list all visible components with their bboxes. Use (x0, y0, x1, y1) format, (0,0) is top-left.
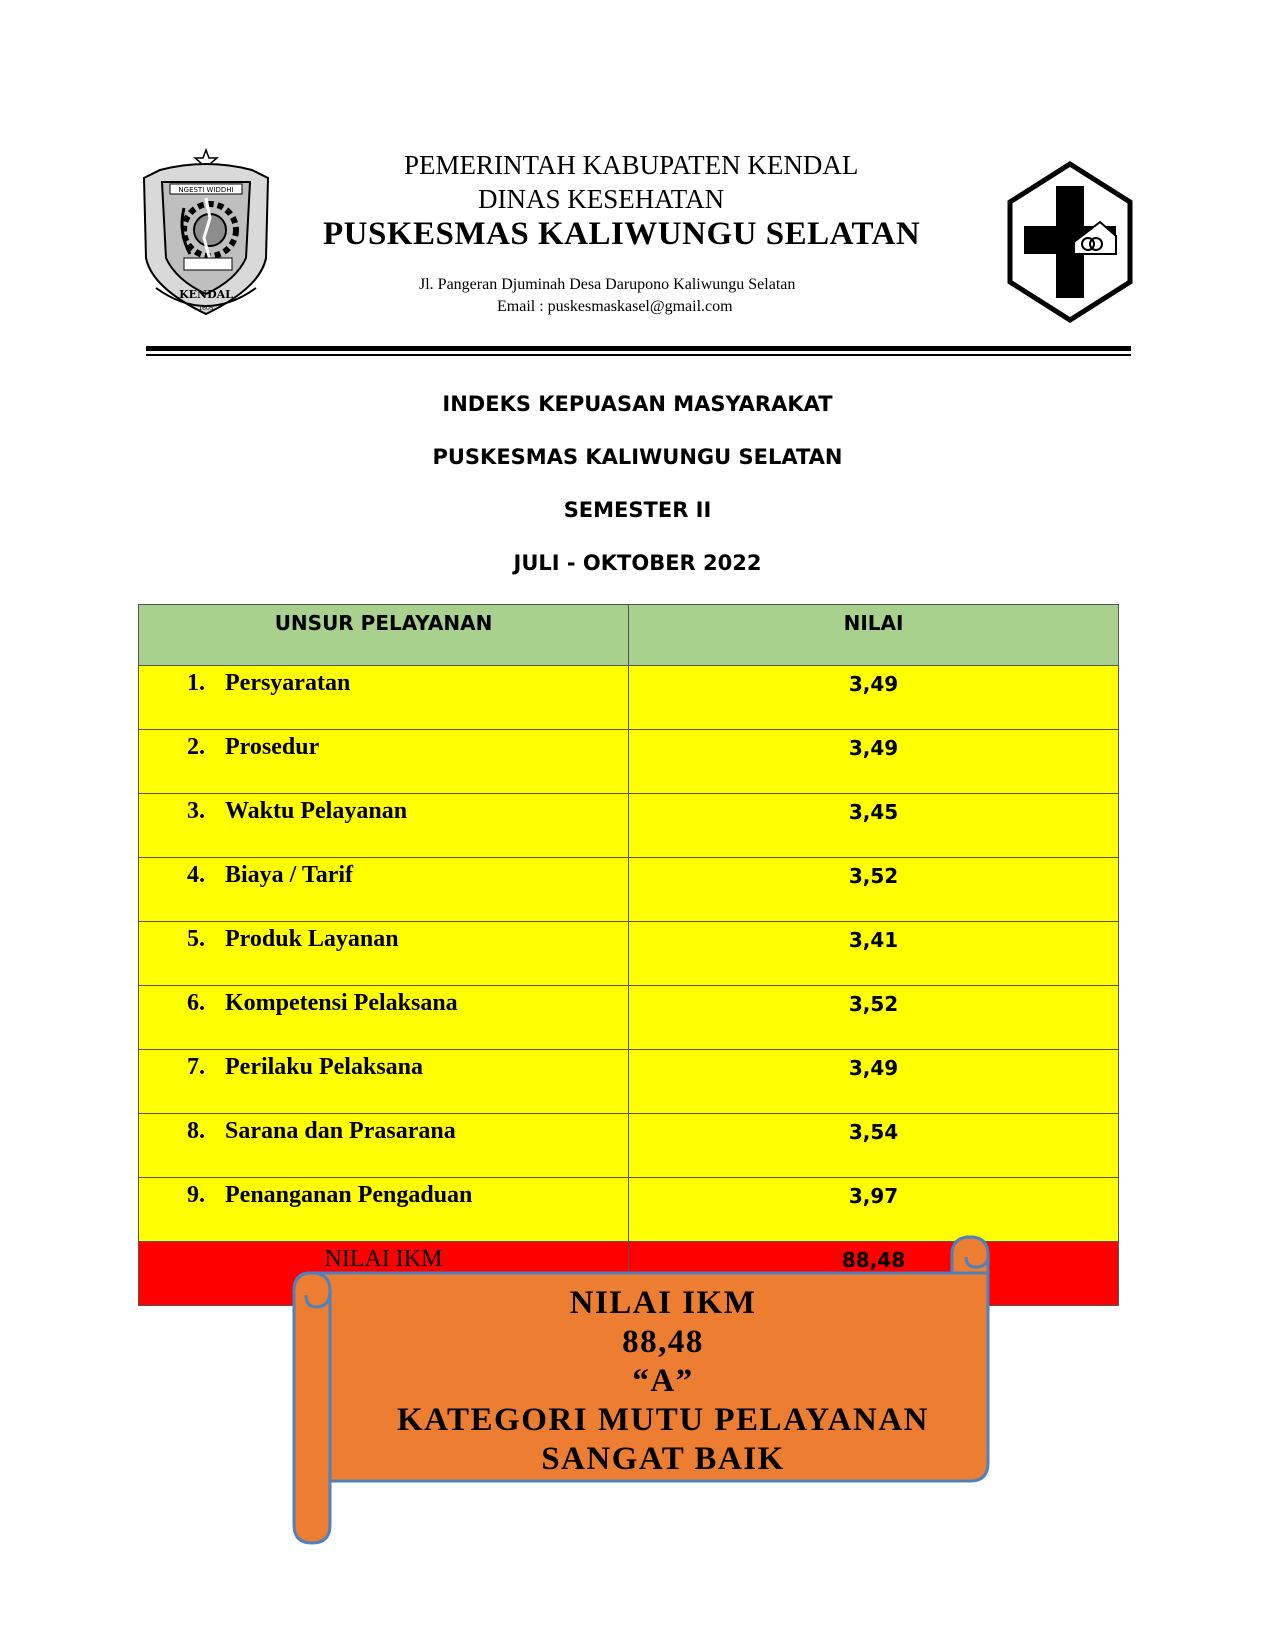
row-number: 8. (187, 1118, 205, 1144)
row-number: 1. (187, 670, 205, 696)
row-value: 3,49 (629, 1050, 1119, 1114)
row-label: Waktu Pelayanan (225, 798, 408, 824)
title-survey: INDEKS KEPUASAN MASYARAKAT (442, 392, 833, 416)
header-value: NILAI (629, 605, 1119, 666)
row-number: 9. (187, 1182, 205, 1208)
row-value: 3,49 (629, 666, 1119, 730)
table-row (139, 794, 1119, 858)
row-number: 3. (187, 798, 205, 824)
row-number: 6. (187, 990, 205, 1016)
row-number: 4. (187, 862, 205, 888)
scroll-grade: “A” (632, 1363, 694, 1399)
row-label: Prosedur (225, 734, 320, 760)
row-label: Produk Layanan (225, 926, 399, 952)
row-value: 3,41 (629, 922, 1119, 986)
table-row (139, 986, 1119, 1050)
table-row (139, 1114, 1119, 1178)
scroll-title: NILAI IKM (569, 1285, 757, 1321)
row-value: 3,54 (629, 1114, 1119, 1178)
header-email: Email : puskesmaskasel@gmail.com (497, 298, 733, 315)
row-label: Perilaku Pelaksana (225, 1054, 424, 1080)
header-department: DINAS KESEHATAN (478, 184, 725, 214)
header-government: PEMERINTAH KABUPATEN KENDAL (404, 150, 859, 180)
left-logo-year: 1605 (198, 305, 214, 312)
header-address: Jl. Pangeran Djuminah Desa Darupono Kaliwungu Selatan (419, 276, 796, 293)
scroll-category-label: KATEGORI MUTU PELAYANAN (396, 1402, 929, 1438)
table-row (139, 666, 1119, 730)
title-period: JULI - OKTOBER 2022 (513, 551, 762, 575)
table-row (139, 730, 1119, 794)
title-institution: PUSKESMAS KALIWUNGU SELATAN (432, 445, 843, 469)
row-number: 2. (187, 734, 205, 760)
row-label: Penanganan Pengaduan (225, 1182, 473, 1208)
ikm-table (138, 604, 1119, 1306)
row-value: 3,45 (629, 794, 1119, 858)
total-value: 88,48 (629, 1242, 1119, 1306)
left-logo-motto: NGESTI WIDDHI (178, 186, 234, 194)
row-value: 3,52 (629, 858, 1119, 922)
table-row (139, 1050, 1119, 1114)
puskesmas-logo (1004, 160, 1136, 324)
scroll-score: 88,48 (622, 1324, 704, 1360)
row-number: 5. (187, 926, 205, 952)
row-value: 3,97 (629, 1178, 1119, 1242)
row-label: Kompetensi Pelaksana (225, 990, 458, 1016)
row-value: 3,49 (629, 730, 1119, 794)
letterhead-divider-thick (146, 346, 1131, 351)
table-row (139, 1178, 1119, 1242)
header-service-element: UNSUR PELAYANAN (139, 605, 629, 666)
title-semester: SEMESTER II (563, 498, 712, 522)
total-label: NILAI IKM (139, 1242, 629, 1306)
letterhead-divider-thin (146, 354, 1131, 356)
scroll-text (323, 1284, 1003, 1479)
kendal-coat-of-arms-logo (140, 148, 272, 320)
row-label: Biaya / Tarif (225, 862, 354, 888)
header-institution: PUSKESMAS KALIWUNGU SELATAN (323, 216, 921, 252)
table-row (139, 858, 1119, 922)
row-label: Sarana dan Prasarana (225, 1118, 456, 1144)
row-value: 3,52 (629, 986, 1119, 1050)
table-row (139, 922, 1119, 986)
row-number: 7. (187, 1054, 205, 1080)
table-header-row (139, 605, 1119, 666)
row-label: Persyaratan (225, 670, 351, 696)
scroll-category-value: SANGAT BAIK (541, 1441, 785, 1477)
left-logo-name: KENDAL (179, 288, 233, 301)
